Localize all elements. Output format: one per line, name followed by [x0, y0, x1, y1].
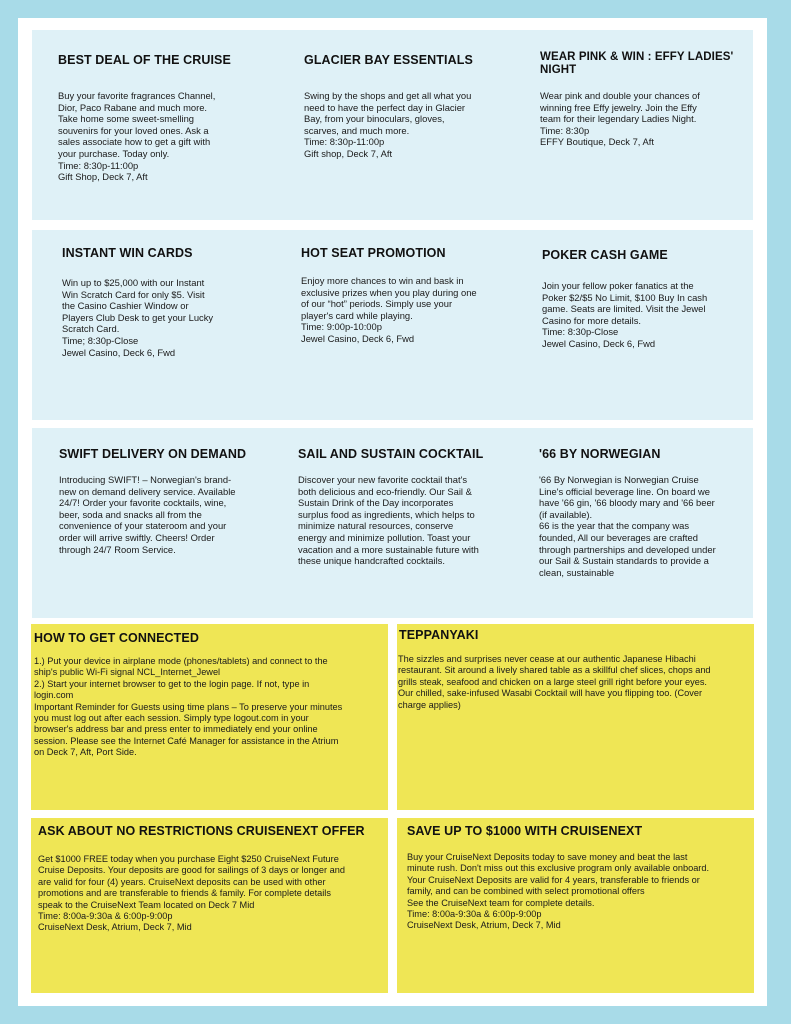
glacier-bay-body: Swing by the shops and get all what you need to have the perfect day in Glacier Bay, from your binoculars, gloves, scarves, and much more. Time: 8:30p-11:00p Gift shop, Deck 7, Aft: [304, 90, 472, 159]
instant-win-body: Win up to $25,000 with our Instant Win Scratch Card for only $5. Visit the Casino Cashier Window or Players Club Desk to get your Lucky Scratch Card. Time; 8:30p-Close Jewel Casino, Deck 6, Fwd: [62, 277, 214, 358]
effy-ladies-night-title: WEAR PINK & WIN : EFFY LADIES' NIGHT: [540, 51, 734, 76]
cruisenext-save-title: SAVE UP TO $1000 WITH CRUISENEXT: [407, 824, 643, 838]
swift-delivery-title: SWIFT DELIVERY ON DEMAND: [59, 447, 247, 461]
effy-ladies-night-body: Wear pink and double your chances of winning free Effy jewelry. Join the Effy team for their legendary Ladies Night. Time: 8:30p EFFY Boutique, Deck 7, Aft: [540, 90, 700, 148]
sail-sustain-title: SAIL AND SUSTAIN COCKTAIL: [298, 447, 484, 461]
teppanyaki-panel: [397, 624, 754, 810]
how-to-connect-title: HOW TO GET CONNECTED: [34, 631, 199, 645]
cruisenext-offer-title: ASK ABOUT NO RESTRICTIONS CRUISENEXT OFFER: [38, 824, 365, 838]
cruisenext-save-body: Buy your CruiseNext Deposits today to save money and beat the last minute rush. Don't miss out this exclusive program only available onboard. Your CruiseNext Deposits are valid for 4 years, transferable to friends or family, and can be combined with select promotional offers See the CruiseNext team for complete details. Time: 8:00a-9:30a & 6:00p-9:00p CruiseNext Desk, Atrium, Deck 7, Mid: [407, 852, 710, 931]
norwegian-66-body: '66 By Norwegian is Norwegian Cruise Line's official beverage line. On board we have '66 gin, '66 bloody mary and '66 beer (if available). 66 is the year that the company was founded, All our beverages are crafted through partnerships and developed under our Sail & Sustain standards to provide a clean, sustainable: [539, 474, 716, 578]
best-deal-title: BEST DEAL OF THE CRUISE: [58, 53, 231, 67]
teppanyaki-title: TEPPANYAKI: [399, 628, 479, 642]
glacier-bay-title: GLACIER BAY ESSENTIALS: [304, 53, 473, 67]
hot-seat-title: HOT SEAT PROMOTION: [301, 246, 446, 260]
how-to-connect-body: 1.) Put your device in airplane mode (phones/tablets) and connect to the ship's public Wi-Fi signal NCL_Internet_Jewel 2.) Start your internet browser to get to the login page. If not, type in login.com Important Reminder for Guests using time plans – To preserve your minutes you must log out after each session. Simply type logout.com in your browser's address bar and press enter to immediately end your online session. Please see the Internet Café Manager for assistance in the Atrium on Deck 7, Aft, Port Side.: [34, 656, 343, 758]
hot-seat-body: Enjoy more chances to win and bask in exclusive prizes when you play during one of our “hot” periods. Simply use your player's card while playing. Time: 9:00p-10:00p Jewel Casino, Deck 6, Fwd: [301, 275, 477, 344]
teppanyaki-body: The sizzles and surprises never cease at our authentic Japanese Hibachi restaurant. Sit around a lively shared table as a skillful chef slices, chops and grills steak, seafood and chicken on a large steel grill right before your eyes. Our chilled, sake-infused Wasabi Cocktail will have you flipping too. (Cover charge applies): [398, 654, 711, 710]
instant-win-title: INSTANT WIN CARDS: [62, 246, 193, 260]
best-deal-body: Buy your favorite fragrances Channel, Dior, Paco Rabane and much more. Take home some sweet-smelling souvenirs for your loved ones. Ask a sales associate how to get a gift with your purchase. Today only. Time: 8:30p-11:00p Gift Shop, Deck 7, Aft: [58, 90, 216, 183]
norwegian-66-title: '66 BY NORWEGIAN: [539, 447, 661, 461]
poker-cash-title: POKER CASH GAME: [542, 248, 668, 262]
poker-cash-body: Join your fellow poker fanatics at the Poker $2/$5 No Limit, $100 Buy In cash game. Seats are limited. Visit the Jewel Casino for more details. Time: 8:30p-Close Jewel Casino, Deck 6, Fwd: [542, 280, 708, 349]
cruisenext-offer-body: Get $1000 FREE today when you purchase Eight $250 CruiseNext Future Cruise Deposits. Your deposits are good for sailings of 3 days or longer and are valid for four (4) years. CruiseNext deposits can be used with other promotions and are transferable to friends & family. For complete details speak to the CruiseNext Team located on Deck 7 Mid Time: 8:00a-9:30a & 6:00p-9:00p CruiseNext Desk, Atrium, Deck 7, Mid: [38, 854, 345, 933]
swift-delivery-body: Introducing SWIFT! – Norwegian's brand- new on demand delivery service. Available 24/7! Order your favorite cocktails, wine, beer, soda and snacks all from the convenience of your stateroom and your order will arrive swiftly. Cheers! Order through 24/7 Room Service.: [59, 474, 236, 555]
flyer-page: [18, 18, 767, 1006]
sail-sustain-body: Discover your new favorite cocktail that's both delicious and eco-friendly. Our Sail & Sustain Drink of the Day incorporates surplus food as ingredients, which helps to minimize natural resources, conserve energy and minimize pollution. Toast your vacation and a more sustainable future with these unique handcrafted cocktails.: [298, 474, 479, 567]
